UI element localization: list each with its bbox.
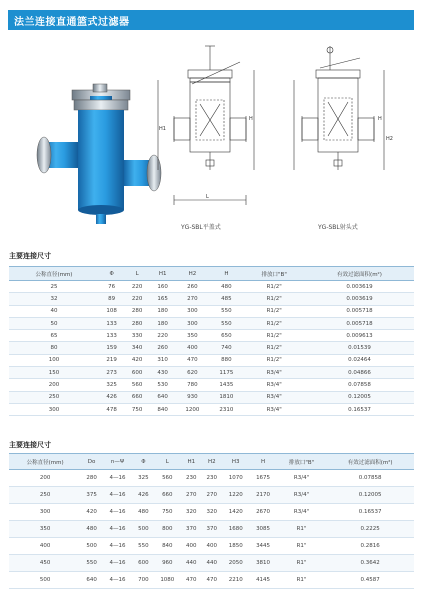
table-cell: 180 bbox=[150, 305, 176, 317]
table-cell: 370 bbox=[181, 521, 202, 538]
table-cell: 76 bbox=[99, 281, 125, 293]
table-cell: 165 bbox=[150, 293, 176, 305]
table-cell: 740 bbox=[209, 342, 243, 354]
table-cell: 3085 bbox=[249, 521, 276, 538]
column-header: 排放口"B" bbox=[277, 454, 327, 470]
table-cell: R3/4" bbox=[277, 470, 327, 487]
table-cell: 0.07858 bbox=[305, 379, 414, 391]
column-header: H2 bbox=[175, 267, 209, 281]
table-cell: R1/2" bbox=[243, 330, 305, 342]
table-cell: R1/2" bbox=[243, 354, 305, 366]
table-cell: 230 bbox=[181, 470, 202, 487]
table-cell: 0.12005 bbox=[305, 391, 414, 403]
table-cell: 485 bbox=[209, 293, 243, 305]
table-cell: 780 bbox=[175, 379, 209, 391]
table-cell: 478 bbox=[99, 403, 125, 415]
table-cell: 0.4587 bbox=[326, 572, 414, 589]
column-header: Φ bbox=[133, 454, 154, 470]
table-row bbox=[9, 281, 414, 293]
filter-photo bbox=[30, 38, 170, 238]
table-cell: 1680 bbox=[222, 521, 249, 538]
figure-area bbox=[0, 38, 423, 238]
table-cell: 300 bbox=[9, 504, 81, 521]
table-cell: 480 bbox=[209, 281, 243, 293]
table-cell: R3/4" bbox=[243, 391, 305, 403]
table-cell: 4—16 bbox=[102, 470, 133, 487]
table-row bbox=[9, 354, 414, 366]
column-header: H3 bbox=[222, 454, 249, 470]
column-header: 排放口"B" bbox=[243, 267, 305, 281]
table-cell: 560 bbox=[154, 470, 181, 487]
table-cell: 108 bbox=[99, 305, 125, 317]
table-cell: 750 bbox=[124, 403, 150, 415]
table-cell: 0.2225 bbox=[326, 521, 414, 538]
table-cell: 1200 bbox=[175, 403, 209, 415]
table-cell: 80 bbox=[9, 342, 99, 354]
table-cell: 4—16 bbox=[102, 572, 133, 589]
table-cell: 2310 bbox=[209, 403, 243, 415]
table-cell: 550 bbox=[209, 317, 243, 329]
table-cell: R3/4" bbox=[243, 403, 305, 415]
table-cell: 550 bbox=[133, 538, 154, 555]
table-cell: 4—16 bbox=[102, 555, 133, 572]
table-cell: 1850 bbox=[222, 538, 249, 555]
table-cell: 370 bbox=[202, 521, 223, 538]
table-cell: 320 bbox=[202, 504, 223, 521]
table-cell: 270 bbox=[181, 487, 202, 504]
table-cell: 4—16 bbox=[102, 504, 133, 521]
table-cell: 640 bbox=[81, 572, 102, 589]
table-cell: 89 bbox=[99, 293, 125, 305]
table-cell: 300 bbox=[175, 305, 209, 317]
table-cell: 470 bbox=[175, 354, 209, 366]
table-cell: 0.04866 bbox=[305, 367, 414, 379]
column-header: H2 bbox=[202, 454, 223, 470]
table-cell: 0.02464 bbox=[305, 354, 414, 366]
table-cell: 1080 bbox=[154, 572, 181, 589]
table-cell: R3/4" bbox=[243, 367, 305, 379]
table-cell: 2170 bbox=[249, 487, 276, 504]
table-cell: R3/4" bbox=[277, 504, 327, 521]
table-cell: 470 bbox=[202, 572, 223, 589]
table-cell: 1220 bbox=[222, 487, 249, 504]
table-cell: 0.005718 bbox=[305, 305, 414, 317]
column-header: Do bbox=[81, 454, 102, 470]
table-cell: 50 bbox=[9, 317, 99, 329]
table-cell: 133 bbox=[99, 330, 125, 342]
table-cell: R1" bbox=[277, 521, 327, 538]
table-cell: 0.003619 bbox=[305, 293, 414, 305]
dim-l-label: L bbox=[206, 194, 209, 200]
table-cell: 350 bbox=[9, 521, 81, 538]
table-row bbox=[9, 317, 414, 329]
table-cell: 4—16 bbox=[102, 487, 133, 504]
table-row bbox=[9, 342, 414, 354]
table-cell: 550 bbox=[81, 555, 102, 572]
table-cell: 2210 bbox=[222, 572, 249, 589]
table-row bbox=[9, 305, 414, 317]
spec-table-1 bbox=[9, 266, 414, 416]
table-cell: 220 bbox=[124, 293, 150, 305]
table-cell: 426 bbox=[99, 391, 125, 403]
table-cell: 0.2816 bbox=[326, 538, 414, 555]
table-cell: 150 bbox=[9, 367, 99, 379]
table-cell: 880 bbox=[209, 354, 243, 366]
table-cell: 400 bbox=[202, 538, 223, 555]
table-cell: 400 bbox=[9, 538, 81, 555]
table-cell: 0.009613 bbox=[305, 330, 414, 342]
table-cell: 1070 bbox=[222, 470, 249, 487]
table-cell: 840 bbox=[150, 403, 176, 415]
table-cell: 65 bbox=[9, 330, 99, 342]
table-cell: 620 bbox=[175, 367, 209, 379]
table-cell: 300 bbox=[175, 317, 209, 329]
table-cell: 440 bbox=[202, 555, 223, 572]
table-cell: 180 bbox=[150, 317, 176, 329]
table-cell: R3/4" bbox=[243, 379, 305, 391]
table-cell: 340 bbox=[124, 342, 150, 354]
table-cell: 600 bbox=[124, 367, 150, 379]
table-cell: 0.01539 bbox=[305, 342, 414, 354]
drawing-flat-cover bbox=[150, 40, 260, 220]
table-row bbox=[9, 487, 414, 504]
table-cell: 273 bbox=[99, 367, 125, 379]
caption-flat-cover: YG-SBL平盖式 bbox=[181, 224, 221, 231]
table-cell: 3445 bbox=[249, 538, 276, 555]
table1-header-row bbox=[9, 267, 414, 281]
table2-title: 主要连接尺寸 bbox=[9, 441, 51, 449]
table-cell: 750 bbox=[154, 504, 181, 521]
table2-body bbox=[9, 470, 414, 589]
table-cell: 1675 bbox=[249, 470, 276, 487]
table-cell: 0.07858 bbox=[326, 470, 414, 487]
table-cell: 500 bbox=[133, 521, 154, 538]
table-cell: 800 bbox=[154, 521, 181, 538]
table-cell: R1" bbox=[277, 555, 327, 572]
table-cell: 440 bbox=[181, 555, 202, 572]
table-cell: 660 bbox=[124, 391, 150, 403]
title-bar bbox=[8, 10, 414, 30]
table-cell: 560 bbox=[124, 379, 150, 391]
table-cell: 325 bbox=[133, 470, 154, 487]
column-header: H1 bbox=[150, 267, 176, 281]
table1-body bbox=[9, 281, 414, 416]
table-row bbox=[9, 555, 414, 572]
table-row bbox=[9, 391, 414, 403]
table-cell: 330 bbox=[124, 330, 150, 342]
table-cell: 420 bbox=[81, 504, 102, 521]
table-cell: 0.12005 bbox=[326, 487, 414, 504]
table-row bbox=[9, 521, 414, 538]
table-cell: 280 bbox=[81, 470, 102, 487]
table-row bbox=[9, 379, 414, 391]
table-row bbox=[9, 293, 414, 305]
table-cell: 640 bbox=[150, 391, 176, 403]
table-cell: 100 bbox=[9, 354, 99, 366]
table-cell: 350 bbox=[175, 330, 209, 342]
table-row bbox=[9, 330, 414, 342]
table1-title: 主要连接尺寸 bbox=[9, 252, 51, 260]
table-cell: 500 bbox=[81, 538, 102, 555]
column-header: L bbox=[124, 267, 150, 281]
table-cell: 250 bbox=[9, 391, 99, 403]
table-cell: R1/2" bbox=[243, 281, 305, 293]
table-cell: 250 bbox=[9, 487, 81, 504]
table-cell: 133 bbox=[99, 317, 125, 329]
caption-quick-open: YG-SBL射头式 bbox=[318, 224, 358, 231]
table-cell: 700 bbox=[133, 572, 154, 589]
dim-h1-label: H1 bbox=[159, 126, 166, 132]
drawing-quick-open bbox=[290, 40, 400, 220]
table-cell: 0.16537 bbox=[326, 504, 414, 521]
table-cell: 650 bbox=[209, 330, 243, 342]
spec-table-2 bbox=[9, 453, 414, 589]
table-cell: 840 bbox=[154, 538, 181, 555]
table-cell: 430 bbox=[150, 367, 176, 379]
table2-header-row bbox=[9, 454, 414, 470]
table-row bbox=[9, 403, 414, 415]
table-cell: 0.003619 bbox=[305, 281, 414, 293]
table-cell: 930 bbox=[175, 391, 209, 403]
table-cell: 480 bbox=[133, 504, 154, 521]
table-row bbox=[9, 504, 414, 521]
table-cell: 25 bbox=[9, 281, 99, 293]
table-cell: 40 bbox=[9, 305, 99, 317]
table-cell: 4145 bbox=[249, 572, 276, 589]
table-cell: 325 bbox=[99, 379, 125, 391]
table-cell: 2050 bbox=[222, 555, 249, 572]
column-header: H1 bbox=[181, 454, 202, 470]
table-cell: 3810 bbox=[249, 555, 276, 572]
table-row bbox=[9, 470, 414, 487]
table-cell: 1810 bbox=[209, 391, 243, 403]
table-cell: 470 bbox=[181, 572, 202, 589]
table-cell: 426 bbox=[133, 487, 154, 504]
table-row bbox=[9, 367, 414, 379]
table-cell: 300 bbox=[9, 403, 99, 415]
column-header: 公称直径(mm) bbox=[9, 267, 99, 281]
table-cell: 500 bbox=[9, 572, 81, 589]
table-cell: R1" bbox=[277, 572, 327, 589]
dim-h-label: H bbox=[249, 116, 253, 122]
column-header: 有效过滤面积(m²) bbox=[305, 267, 414, 281]
table-cell: R1/2" bbox=[243, 293, 305, 305]
column-header: H bbox=[209, 267, 243, 281]
table-cell: R1/2" bbox=[243, 305, 305, 317]
table-row bbox=[9, 538, 414, 555]
dim-h2-label: H2 bbox=[386, 136, 393, 142]
table-cell: 270 bbox=[175, 293, 209, 305]
table-cell: 310 bbox=[150, 354, 176, 366]
column-header: Φ bbox=[99, 267, 125, 281]
table-cell: 0.3642 bbox=[326, 555, 414, 572]
table-cell: 480 bbox=[81, 521, 102, 538]
table-cell: 530 bbox=[150, 379, 176, 391]
table-row bbox=[9, 572, 414, 589]
table-cell: 420 bbox=[124, 354, 150, 366]
table-cell: 160 bbox=[150, 281, 176, 293]
table-cell: 200 bbox=[9, 379, 99, 391]
table-cell: 200 bbox=[9, 470, 81, 487]
table-cell: 400 bbox=[181, 538, 202, 555]
table-cell: 280 bbox=[124, 317, 150, 329]
column-header: 公称直径(mm) bbox=[9, 454, 81, 470]
table-cell: 159 bbox=[99, 342, 125, 354]
table-cell: 1420 bbox=[222, 504, 249, 521]
table-cell: 270 bbox=[202, 487, 223, 504]
table-cell: 220 bbox=[150, 330, 176, 342]
table-cell: 219 bbox=[99, 354, 125, 366]
table-cell: R1/2" bbox=[243, 342, 305, 354]
table-cell: R3/4" bbox=[277, 487, 327, 504]
table-cell: 450 bbox=[9, 555, 81, 572]
table-cell: 220 bbox=[124, 281, 150, 293]
table-cell: 0.16537 bbox=[305, 403, 414, 415]
table-cell: 260 bbox=[175, 281, 209, 293]
table-cell: 230 bbox=[202, 470, 223, 487]
table-cell: 1175 bbox=[209, 367, 243, 379]
table-cell: 0.005718 bbox=[305, 317, 414, 329]
table-cell: 4—16 bbox=[102, 521, 133, 538]
column-header: 有效过滤面积(m²) bbox=[326, 454, 414, 470]
table-cell: 960 bbox=[154, 555, 181, 572]
table-cell: 660 bbox=[154, 487, 181, 504]
table-cell: R1/2" bbox=[243, 317, 305, 329]
table-cell: 4—16 bbox=[102, 538, 133, 555]
table-cell: 550 bbox=[209, 305, 243, 317]
column-header: L bbox=[154, 454, 181, 470]
table-cell: 32 bbox=[9, 293, 99, 305]
table-cell: 260 bbox=[150, 342, 176, 354]
dim-h-label-2: H bbox=[378, 116, 382, 122]
page-title: 法兰连接直通篮式过滤器 bbox=[14, 17, 130, 28]
column-header: H bbox=[249, 454, 276, 470]
table-cell: 320 bbox=[181, 504, 202, 521]
column-header: n—Ψ bbox=[102, 454, 133, 470]
table-cell: 1435 bbox=[209, 379, 243, 391]
table-cell: 2670 bbox=[249, 504, 276, 521]
table-cell: 375 bbox=[81, 487, 102, 504]
table-cell: R1" bbox=[277, 538, 327, 555]
table-cell: 280 bbox=[124, 305, 150, 317]
table-cell: 400 bbox=[175, 342, 209, 354]
table-cell: 600 bbox=[133, 555, 154, 572]
